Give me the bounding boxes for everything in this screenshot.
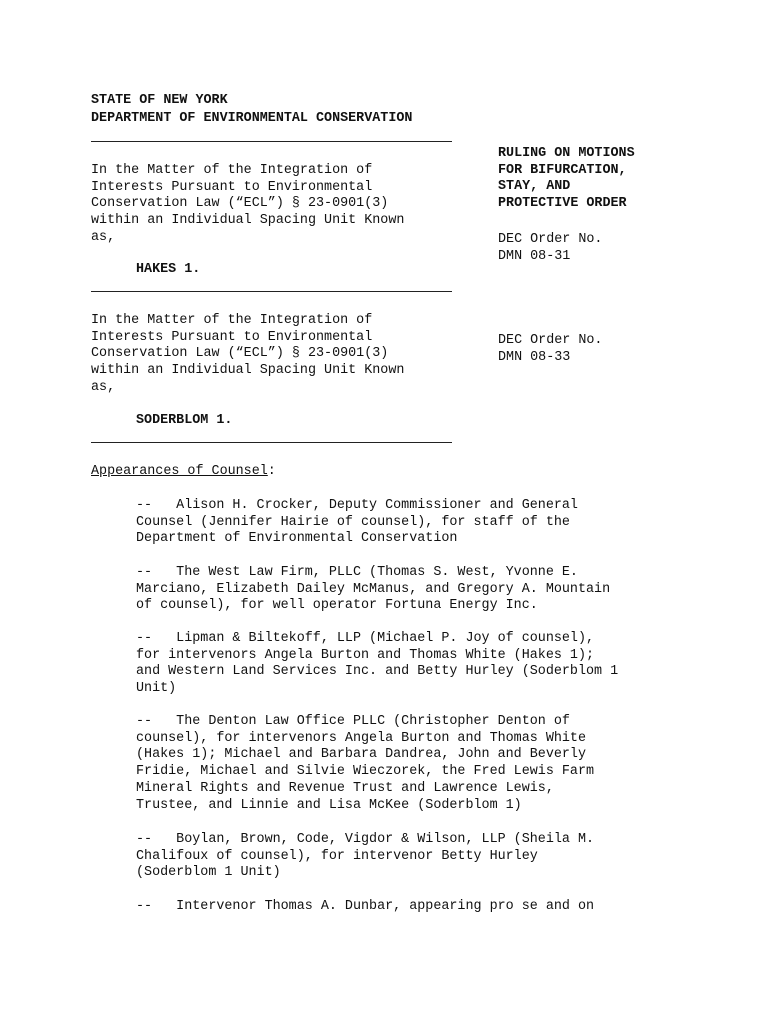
matter-name-soderblom: SODERBLOM 1. [136, 413, 233, 428]
caption-divider [91, 442, 452, 443]
caption-divider [91, 141, 452, 142]
ruling-title: RULING ON MOTIONS FOR BIFURCATION, STAY, AND PROTECTIVE ORDER [498, 146, 635, 212]
caption-divider [91, 291, 452, 292]
matter-name-hakes: HAKES 1. [136, 262, 201, 277]
dec-order-2: DEC Order No. DMN 08-33 [498, 333, 603, 365]
department-heading: DEPARTMENT OF ENVIRONMENTAL CONSERVATION [91, 111, 413, 126]
dec-order-1: DEC Order No. DMN 08-31 [498, 232, 603, 264]
appearances-heading-text: Appearances of Counsel [91, 464, 268, 479]
counsel-entry: -- The Denton Law Office PLLC (Christopher Denton of counsel), for intervenors Angela Burton and Thomas White (Hakes 1); Michael and Barbara Dandrea, John and Beverly Fridie, Michael and Silvie Wieczorek, the Fred Lewis Farm Mineral Rights and Revenue Trust and Lawrence Lewis, Trustee, and Linnie and Lisa McKee (Soderblom 1) [136, 714, 595, 813]
matter-caption-1: In the Matter of the Integration of Interests Pursuant to Environmental Conservation Law (“ECL”) § 23-0901(3) within an Individual Spacing Unit Known as, [91, 163, 405, 245]
counsel-entry: -- Alison H. Crocker, Deputy Commissioner and General Counsel (Jennifer Hairie of counsel), for staff of the Department of Environmental Conservation [136, 498, 578, 547]
counsel-entry: -- Intervenor Thomas A. Dunbar, appearing pro se and on [136, 899, 595, 914]
counsel-entry: -- The West Law Firm, PLLC (Thomas S. West, Yvonne E. Marciano, Elizabeth Dailey McManus, and Gregory A. Mountain of counsel), for well operator Fortuna Energy Inc. [136, 565, 611, 614]
matter-caption-2: In the Matter of the Integration of Interests Pursuant to Environmental Conservation Law (“ECL”) § 23-0901(3) within an Individual Spacing Unit Known as, [91, 313, 405, 395]
state-heading: STATE OF NEW YORK [91, 93, 228, 108]
counsel-entry: -- Boylan, Brown, Code, Vigdor & Wilson, LLP (Sheila M. Chalifoux of counsel), for intervenor Betty Hurley (Soderblom 1 Unit) [136, 832, 595, 881]
counsel-entry: -- Lipman & Biltekoff, LLP (Michael P. Joy of counsel), for intervenors Angela Burton and Thomas White (Hakes 1); and Western Land Services Inc. and Betty Hurley (Soderblom 1 Unit) [136, 631, 619, 697]
appearances-heading-colon: : [267, 464, 276, 479]
appearances-heading [91, 464, 276, 481]
